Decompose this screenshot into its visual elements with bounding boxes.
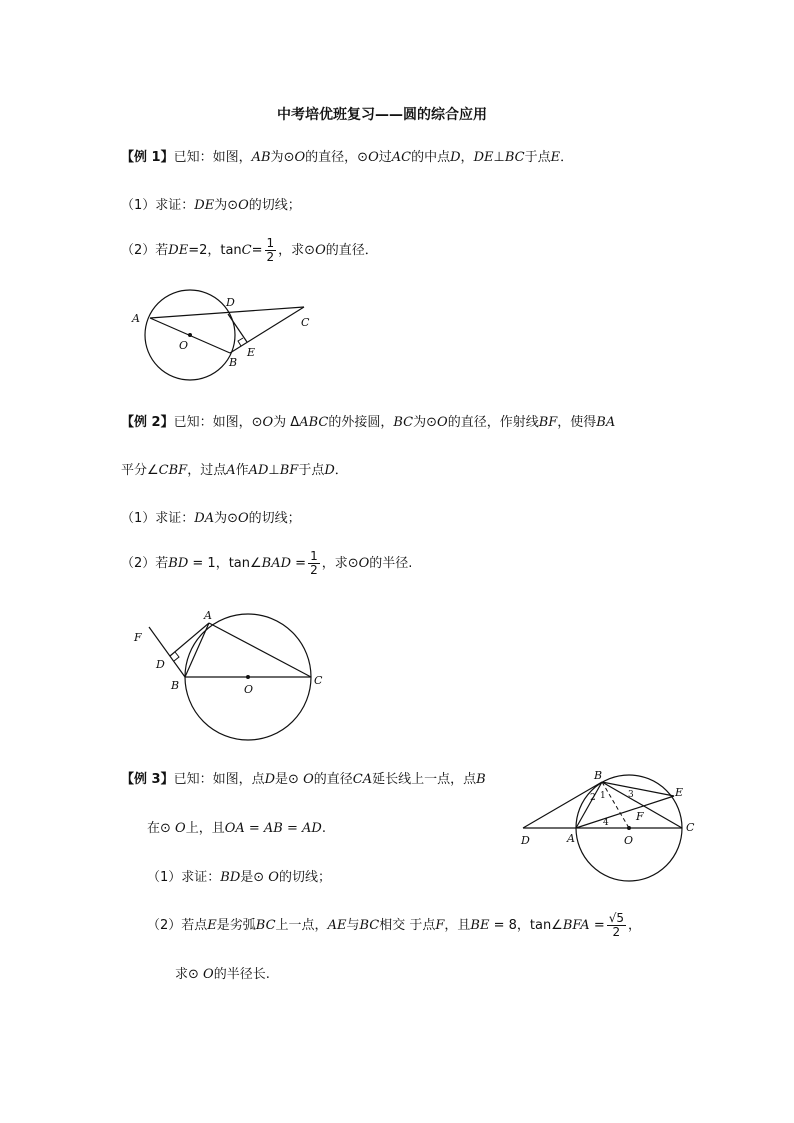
- text: DE: [168, 243, 189, 258]
- fraction: [308, 550, 320, 577]
- text: AE: [327, 918, 347, 933]
- text: =: [291, 556, 307, 571]
- text: 为: [270, 150, 284, 165]
- text: 为⊙: [214, 511, 238, 526]
- text: O: [358, 556, 370, 571]
- text: 平分∠: [121, 463, 159, 478]
- ex1-label-D: D: [226, 296, 235, 309]
- text: 的切线；: [248, 511, 301, 526]
- text: 2: [310, 563, 318, 577]
- ex2-segment-AC: [209, 623, 311, 677]
- text: .: [321, 821, 326, 836]
- text: 相交 于点: [379, 918, 436, 933]
- text: 是⊙: [240, 870, 269, 885]
- text: BC: [255, 918, 276, 933]
- text: ．: [334, 463, 348, 478]
- text: ABC: [299, 415, 329, 430]
- text: O: [262, 415, 274, 430]
- ex2-right-angle-mark: [174, 652, 179, 661]
- text: ，使得: [557, 415, 597, 430]
- text: 的半径.: [369, 556, 413, 571]
- ex2-segment-AB: [185, 623, 209, 677]
- text: ，求⊙: [278, 243, 316, 258]
- text: AB: [251, 150, 271, 165]
- text: （1）求证：: [147, 870, 221, 885]
- text: （2）若点: [147, 918, 208, 933]
- text: （2）若: [121, 556, 169, 571]
- text: 在⊙: [147, 821, 176, 836]
- ex2-tag: 【例 2】: [121, 415, 174, 430]
- text: 的切线；: [248, 198, 301, 213]
- ex1-tag: 【例 1】: [121, 150, 174, 165]
- text: F: [435, 918, 445, 933]
- ex3-angle-2: 2: [590, 793, 596, 803]
- ex1-segment-DE: [228, 314, 247, 342]
- text: 与: [346, 918, 360, 933]
- text: BAD: [261, 556, 292, 571]
- ex3-question-2: [147, 911, 641, 941]
- ex3-label-O: O: [624, 834, 634, 847]
- text: ⊥: [493, 150, 505, 165]
- text: ⊙: [251, 415, 263, 430]
- text: O: [175, 821, 186, 836]
- text: =: [251, 243, 263, 258]
- text: 上，且: [185, 821, 225, 836]
- ex2-question-1: [121, 510, 301, 528]
- text: 的直径，: [305, 150, 358, 165]
- text: A: [226, 463, 236, 478]
- ex1-label-E: E: [247, 346, 256, 359]
- text: O: [315, 243, 326, 258]
- ex2-label-D: D: [156, 658, 165, 671]
- text: 的外接圆，: [328, 415, 394, 430]
- text: √5: [608, 911, 624, 925]
- text: ，: [460, 150, 474, 165]
- text: BD: [220, 870, 241, 885]
- text: 求⊙: [175, 967, 204, 982]
- ex3-question-1: [147, 869, 331, 887]
- text: ，且: [444, 918, 471, 933]
- ex3-segment-DB: [523, 782, 602, 828]
- text: 的中点: [411, 150, 451, 165]
- text: D: [450, 150, 461, 165]
- ex3-label-C: C: [686, 821, 695, 834]
- ex3-angle-1: 1: [600, 791, 606, 801]
- text: 上一点，: [275, 918, 328, 933]
- text: O: [238, 511, 249, 526]
- ex1-label-B: B: [229, 356, 238, 369]
- text: 于点: [298, 463, 325, 478]
- text: AD: [248, 463, 269, 478]
- text: ．: [560, 150, 574, 165]
- text: =: [589, 918, 605, 933]
- text: 已知：如图，点: [173, 772, 265, 787]
- text: 的直径，作射线: [447, 415, 539, 430]
- text: BA: [596, 415, 616, 430]
- text: O: [437, 415, 448, 430]
- text: AC: [391, 150, 412, 165]
- text: 过: [378, 150, 392, 165]
- text: 为⊙: [413, 415, 438, 430]
- text: CBF: [158, 463, 188, 478]
- text: CA: [352, 772, 373, 787]
- text: C: [241, 243, 252, 258]
- text: 是劣弧: [216, 918, 256, 933]
- text: BC: [393, 415, 414, 430]
- text: E: [550, 150, 561, 165]
- text: ，过点: [187, 463, 227, 478]
- text: O: [368, 150, 379, 165]
- text: 2: [266, 250, 275, 264]
- ex2-ray-BF: [149, 627, 185, 677]
- text: 2: [612, 925, 621, 939]
- ex3-angle-4: 4: [603, 818, 609, 828]
- ex1-label-C: C: [301, 316, 310, 329]
- text: 于点: [524, 150, 551, 165]
- text: O: [238, 198, 249, 213]
- text: = 8，tan∠: [489, 918, 563, 933]
- text: （1）求证：: [121, 198, 195, 213]
- text: 作: [235, 463, 249, 478]
- ex2-statement-line2: [121, 462, 348, 480]
- text: O: [303, 772, 314, 787]
- ex2-label-A: A: [204, 609, 212, 622]
- ex3-label-B: B: [594, 769, 603, 782]
- ex2-label-B: B: [171, 679, 180, 692]
- ex1-segment-BC: [230, 307, 304, 353]
- ex2-question-2: [121, 549, 412, 579]
- ex3-label-E: E: [675, 786, 684, 799]
- ex3-statement-line2: [147, 820, 326, 838]
- ex1-label-A: A: [132, 312, 140, 325]
- text: 已知：如图，: [173, 415, 252, 430]
- ex3-label-F: F: [636, 810, 644, 823]
- text: BFA: [562, 918, 590, 933]
- ex3-label-D: D: [521, 834, 530, 847]
- text: ，求⊙: [321, 556, 359, 571]
- ex3-question-2-cont: [175, 966, 270, 984]
- text: DE: [473, 150, 494, 165]
- ex3-tag: 【例 3】: [121, 772, 174, 787]
- text: DE: [194, 198, 215, 213]
- text: 的直径．: [325, 243, 378, 258]
- text: =2，tan: [188, 243, 242, 258]
- text: BC: [504, 150, 525, 165]
- text: O: [268, 870, 279, 885]
- text: （2）若: [121, 243, 169, 258]
- text: D: [264, 772, 276, 787]
- text: 是⊙: [275, 772, 304, 787]
- page-title: 中考培优班复习——圆的综合应用: [277, 107, 487, 123]
- text: 的半径长.: [213, 967, 270, 982]
- ex3-label-A: A: [567, 832, 575, 845]
- text: O: [294, 150, 306, 165]
- text: ⊙: [283, 150, 295, 165]
- text: BF: [538, 415, 558, 430]
- text: 为⊙: [214, 198, 239, 213]
- text: E: [207, 918, 217, 933]
- ex3-segment-BE: [602, 782, 674, 796]
- ex2-label-F: F: [134, 631, 142, 644]
- text: DA: [194, 511, 215, 526]
- fraction: [607, 912, 626, 939]
- ex2-statement-line1: [121, 414, 615, 432]
- ex3-angle-3: 3: [628, 790, 634, 800]
- ex2-label-C: C: [314, 674, 323, 687]
- ex2-label-O: O: [244, 683, 254, 696]
- ex2-center-point: [246, 675, 250, 679]
- text: ，: [628, 918, 642, 933]
- text: ⊙: [357, 150, 369, 165]
- ex1-center-point: [188, 333, 192, 337]
- text: BF: [279, 463, 299, 478]
- text: BD: [168, 556, 189, 571]
- text: 1: [266, 236, 275, 250]
- text: O: [203, 967, 214, 982]
- text: BC: [359, 918, 380, 933]
- ex2-segment-AD: [170, 623, 209, 656]
- text: 已知：如图，: [173, 150, 252, 165]
- text: OA = AB = AD: [224, 821, 322, 836]
- text: ⊥: [268, 463, 280, 478]
- text: = 1，tan∠: [188, 556, 262, 571]
- text: 的切线；: [278, 870, 331, 885]
- text: B: [476, 772, 486, 787]
- ex3-center-point: [627, 826, 631, 830]
- text: BE: [470, 918, 490, 933]
- ex3-statement-line1: [121, 771, 486, 789]
- text: （1）求证：: [121, 511, 195, 526]
- text: 的直径: [313, 772, 353, 787]
- text: 1: [310, 549, 318, 563]
- ex1-label-O: O: [179, 339, 189, 352]
- text: 为 Δ: [273, 415, 300, 430]
- text: D: [324, 463, 335, 478]
- text: 延长线上一点，点: [372, 772, 477, 787]
